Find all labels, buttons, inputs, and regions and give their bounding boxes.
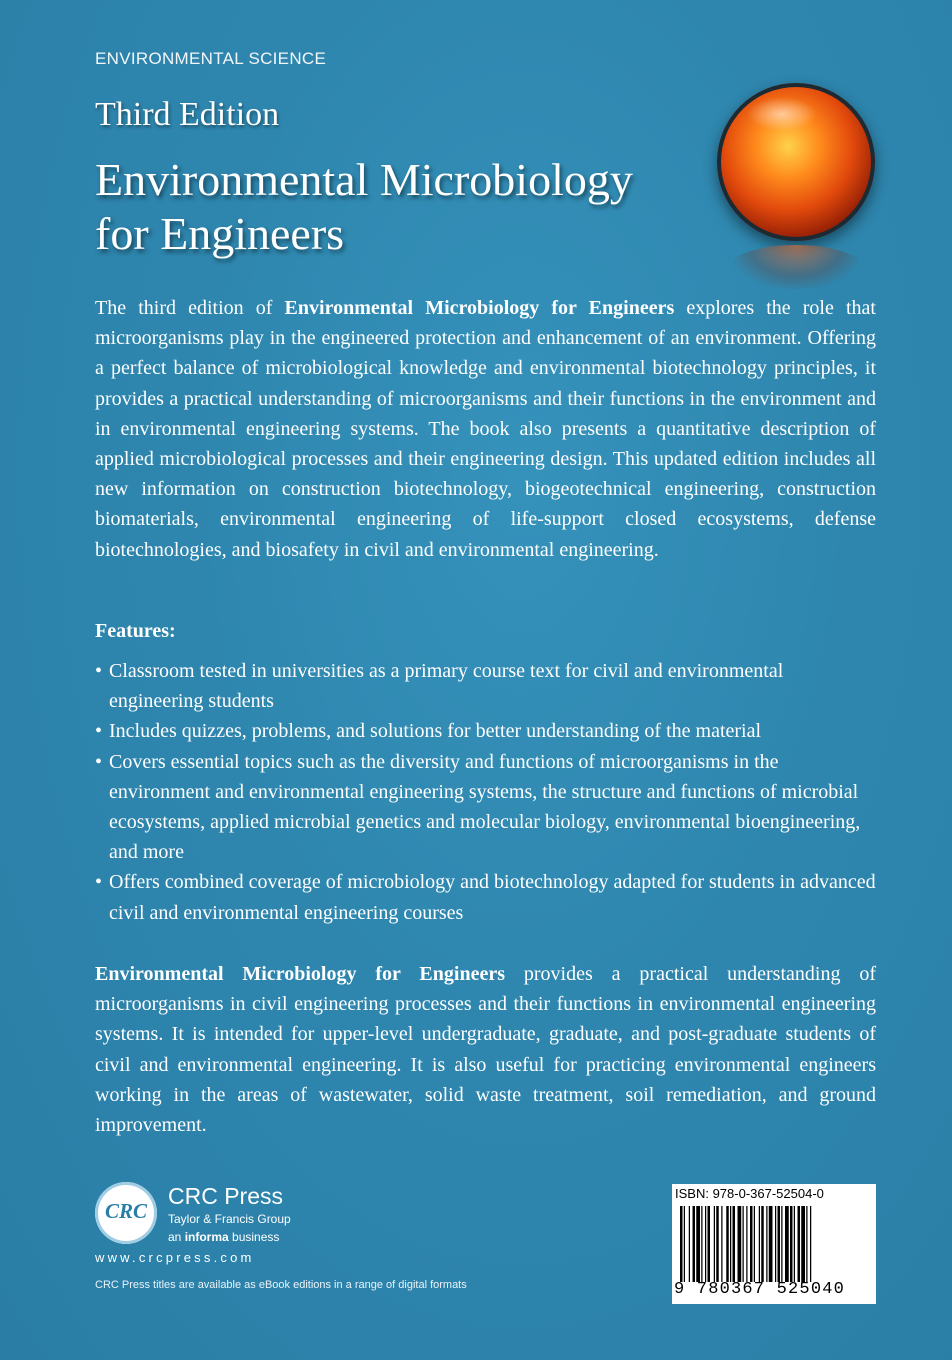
publisher-block [95,1180,495,1270]
barcode-bar [785,1206,789,1282]
barcode-bar [810,1206,811,1282]
business-prefix: an [168,1230,185,1244]
barcode-bar [766,1206,767,1282]
barcode-bar [693,1206,696,1282]
barcode-bar [794,1206,795,1282]
feature-item: • Includes quizzes, problems, and solutions for better understanding of the material [95,716,876,746]
features-heading: Features: [95,620,176,642]
closing-body: provides a practical understanding of microorganisms in civil engineering processes and their functions in environmental engineering systems. It is intended for upper-level undergraduate, graduate, and post-graduate students of civil and environmental engineering. It is also useful for practicing environmental engineers working in the areas of wastewater, solid waste treatment, soil remediation, and ground improvement. [95,963,876,1137]
barcode-bars [678,1206,870,1282]
edition-label: Third Edition [95,96,280,133]
barcode-bar [696,1206,700,1282]
barcode-bar [781,1206,782,1282]
barcode-bar [721,1206,722,1282]
barcode-bar [733,1206,736,1282]
sphere-reflection [730,245,862,289]
barcode-bar [775,1206,776,1282]
barcode-bar [726,1206,729,1282]
business-brand: informa [184,1230,229,1244]
barcode-bar [778,1206,781,1282]
barcode-bar [743,1206,744,1282]
isbn-barcode [672,1184,876,1304]
barcode-bar [689,1206,690,1282]
feature-item: • Classroom tested in universities as a primary course text for civil and environmental engineering students [95,656,876,716]
barcode-bar [746,1206,747,1282]
publisher-name: CRC Press [168,1183,284,1209]
closing-paragraph [95,959,876,1140]
book-title-line-2: for Engineers [95,208,345,259]
barcode-bar [798,1206,801,1282]
barcode-bar [759,1206,760,1282]
description-intro: The third edition of [95,297,285,319]
features-list [95,656,876,928]
description-book-title: Environmental Microbiology for Engineers [284,297,675,319]
barcode-bar [708,1206,711,1282]
barcode-bar [738,1206,742,1282]
ebook-note: CRC Press titles are available as eBook editions in a range of digital formats [95,1279,467,1291]
book-title [95,153,735,261]
barcode-bar [701,1206,702,1282]
publisher-url: www.crcpress.com [95,1250,255,1265]
microbe-sphere-image [717,83,875,241]
isbn-label: ISBN: 978-0-367-52504-0 [675,1186,824,1201]
feature-item: • Covers essential topics such as the diversity and functions of microorganisms in the environment and environmental engineering systems, the structure and functions of microbial ecosystems, applied microbial genetics and molecular biology, environmental bioengineering, and more [95,747,876,868]
category-label: ENVIRONMENTAL SCIENCE [95,49,327,68]
barcode-bar [680,1206,683,1282]
publisher-business-line [168,1230,279,1244]
description-paragraph [95,293,876,565]
barcode-bar [801,1206,805,1282]
barcode-bar [769,1206,773,1282]
barcode-bar [714,1206,715,1282]
barcode-bar [790,1206,793,1282]
crc-logo-text: CRC [104,1199,148,1223]
closing-book-title: Environmental Microbiology for Engineers [95,963,505,985]
barcode-bar [705,1206,706,1282]
barcode-bar [716,1206,719,1282]
barcode-bar [806,1206,807,1282]
barcode-digits: 9 780367 525040 [674,1280,846,1299]
barcode-bar [750,1206,753,1282]
business-suffix: business [228,1230,280,1244]
barcode-bar [754,1206,755,1282]
book-title-line-1: Environmental Microbiology [95,154,633,205]
publisher-group: Taylor & Francis Group [168,1212,291,1226]
crc-logo-icon [95,1182,157,1244]
barcode-bar [761,1206,764,1282]
feature-item: • Offers combined coverage of microbiology and biotechnology adapted for students in advanced civil and environmental engineering courses [95,867,876,927]
description-body: explores the role that microorganisms play in the engineered protection and enhancement of an environment. Offering a perfect balance of microbiological knowledge and environmental biotechnology principles, it provides a practical understanding of microorganisms and their functions in the environment and in environmental engineering systems. The book also presents a quantitative description of applied microbiological processes and their engineering design. This updated edition includes all new information on construction biotechnology, biogeotechnical engineering, construction biomaterials, environmental engineering of life-support closed ecosystems, defense biotechnologies, and biosafety in civil and environmental engineering. [95,297,876,561]
barcode-bar [730,1206,731,1282]
barcode-bar [684,1206,685,1282]
